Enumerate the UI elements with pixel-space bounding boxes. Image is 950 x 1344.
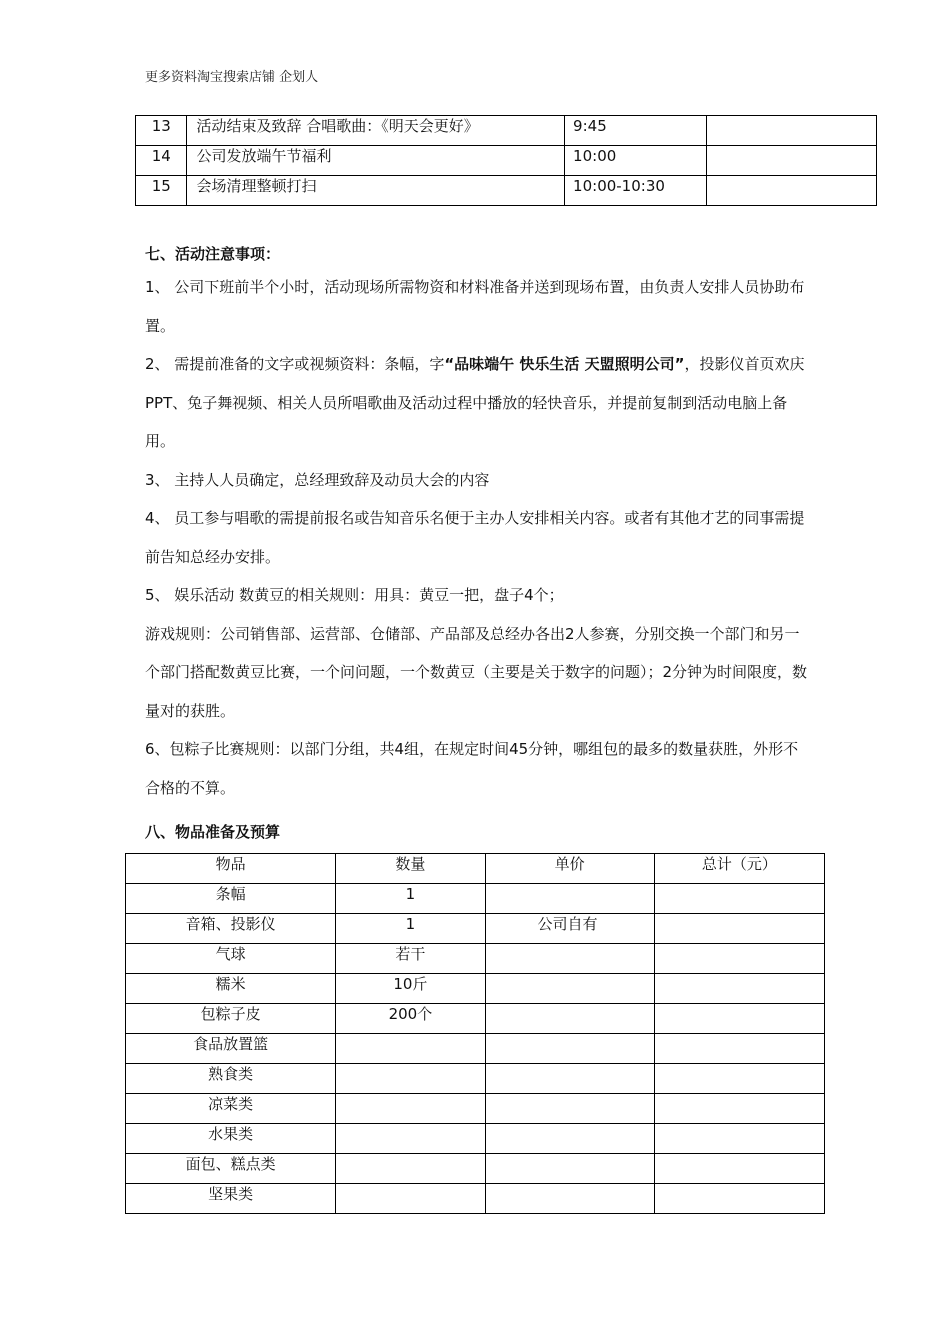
note-item-6: 6、包粽子比赛规则：以部门分组，共4组，在规定时间45分钟，哪组包的最多的数量获胜，外形不合格的不算。 (145, 740, 799, 797)
cell-total (654, 974, 824, 1004)
note-item-2 (145, 345, 810, 461)
cell-total (654, 1184, 824, 1214)
row-activity: 公司发放端午节福利 (187, 146, 565, 176)
page-header: 更多资料淘宝搜索店铺 企划人 (145, 70, 319, 85)
note-item-2-suffix: ，投影仪首页欢庆PPT、兔子舞视频、相关人员所唱歌曲及活动过程中播放的轻快音乐，并提前复制到活动电脑上备用。 (145, 355, 805, 450)
header-price: 单价 (485, 854, 654, 884)
cell-total (654, 1154, 824, 1184)
table-row (126, 1034, 825, 1064)
table-row (126, 1124, 825, 1154)
cell-item: 食品放置篮 (126, 1034, 336, 1064)
header-total: 总计（元） (654, 854, 824, 884)
cell-total (654, 1034, 824, 1064)
row-activity: 会场清理整顿打扫 (187, 176, 565, 206)
cell-price (485, 1064, 654, 1094)
cell-price (485, 1184, 654, 1214)
table-row (126, 1184, 825, 1214)
table-row (126, 974, 825, 1004)
cell-qty: 1 (336, 884, 485, 914)
cell-price: 公司自有 (485, 914, 654, 944)
cell-price (485, 1124, 654, 1154)
cell-qty (336, 1094, 485, 1124)
row-note (706, 116, 876, 146)
note-item-4: 4、 员工参与唱歌的需提前报名或告知音乐名便于主办人安排相关内容。或者有其他才艺的同事需提前告知总经办安排。 (145, 509, 805, 566)
cell-item: 条幅 (126, 884, 336, 914)
section-7-notes (145, 268, 810, 807)
note-item-1: 1、 公司下班前半个小时，活动现场所需物资和材料准备并送到现场布置，由负责人安排人员协助布置。 (145, 278, 805, 335)
cell-total (654, 1124, 824, 1154)
cell-qty: 10斤 (336, 974, 485, 1004)
row-note (706, 146, 876, 176)
budget-table (125, 853, 825, 1214)
note-item-3: 3、 主持人人员确定，总经理致辞及动员大会的内容 (145, 470, 490, 489)
cell-item: 音箱、投影仪 (126, 914, 336, 944)
table-row (126, 914, 825, 944)
cell-qty (336, 1124, 485, 1154)
cell-price (485, 1034, 654, 1064)
note-item-5-rules: 游戏规则：公司销售部、运营部、仓储部、产品部及总经办各出2人参赛，分别交换一个部门和另一个部门搭配数黄豆比赛，一个问问题，一个数黄豆（主要是关于数字的问题）；2分钟为时间限度，数量对的获胜。 (145, 624, 808, 720)
banner-text: “品味端午 快乐生活 天盟照明公司” (444, 355, 685, 373)
cell-qty (336, 1064, 485, 1094)
cell-qty (336, 1154, 485, 1184)
table-header-row (126, 854, 825, 884)
table-row (126, 1064, 825, 1094)
header-item: 物品 (126, 854, 336, 884)
section-8-title: 八、物品准备及预算 (145, 823, 281, 841)
cell-item: 凉菜类 (126, 1094, 336, 1124)
cell-item: 水果类 (126, 1124, 336, 1154)
cell-qty (336, 1184, 485, 1214)
note-item-2-prefix: 2、 需提前准备的文字或视频资料：条幅，字 (145, 355, 445, 373)
row-activity: 活动结束及致辞 合唱歌曲：《明天会更好》 (187, 116, 565, 146)
cell-price (485, 1154, 654, 1184)
cell-total (654, 1004, 824, 1034)
table-row (126, 884, 825, 914)
cell-price (485, 884, 654, 914)
cell-item: 糯米 (126, 974, 336, 1004)
cell-total (654, 1094, 824, 1124)
row-time: 10:00 (565, 146, 707, 176)
cell-total (654, 944, 824, 974)
cell-price (485, 1004, 654, 1034)
table-row (126, 1094, 825, 1124)
header-qty: 数量 (336, 854, 485, 884)
cell-price (485, 1094, 654, 1124)
cell-qty: 若干 (336, 944, 485, 974)
cell-item: 坚果类 (126, 1184, 336, 1214)
cell-qty: 200个 (336, 1004, 485, 1034)
cell-total (654, 1064, 824, 1094)
cell-qty: 1 (336, 914, 485, 944)
cell-qty (336, 1034, 485, 1064)
table-row (126, 944, 825, 974)
row-time: 9:45 (565, 116, 707, 146)
table-row (126, 1154, 825, 1184)
cell-total (654, 914, 824, 944)
cell-price (485, 974, 654, 1004)
cell-item: 面包、糕点类 (126, 1154, 336, 1184)
row-number: 13 (136, 116, 187, 146)
row-number: 15 (136, 176, 187, 206)
cell-price (485, 944, 654, 974)
row-time: 10:00-10:30 (565, 176, 707, 206)
section-7-title: 七、活动注意事项： (145, 245, 281, 263)
cell-item: 包粽子皮 (126, 1004, 336, 1034)
cell-total (654, 884, 824, 914)
schedule-table (135, 115, 877, 206)
row-note (706, 176, 876, 206)
cell-item: 熟食类 (126, 1064, 336, 1094)
note-item-5: 5、 娱乐活动 数黄豆的相关规则：用具：黄豆一把，盘子4个； (145, 586, 564, 604)
table-row (136, 176, 877, 206)
table-row (126, 1004, 825, 1034)
table-row (136, 116, 877, 146)
table-row (136, 146, 877, 176)
row-number: 14 (136, 146, 187, 176)
cell-item: 气球 (126, 944, 336, 974)
